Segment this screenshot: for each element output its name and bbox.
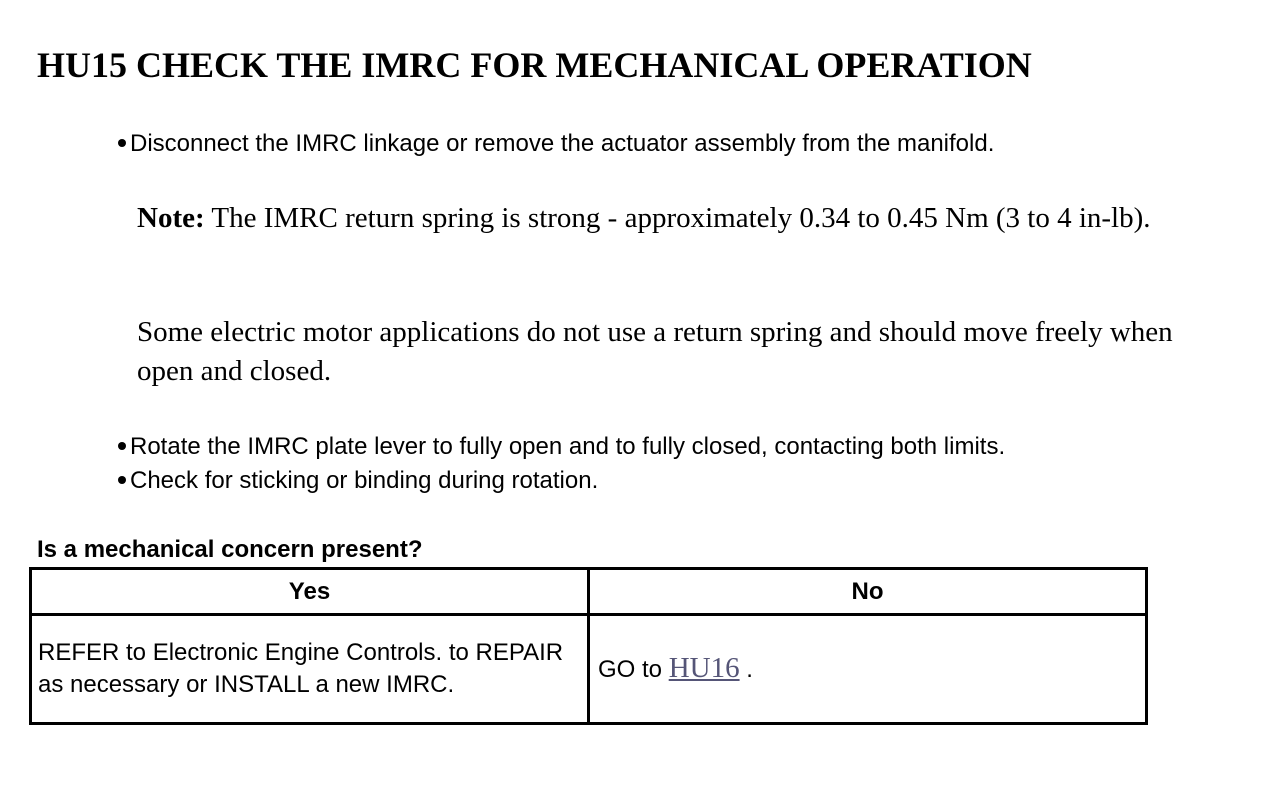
bullet-text: Check for sticking or binding during rotation. [130,467,599,494]
no-cell-prefix: GO to [598,656,669,683]
question-heading: Is a mechanical concern present? [37,536,423,563]
bullet-item [118,433,1005,461]
bullet-item [118,130,994,158]
no-cell [589,615,1147,724]
table-row [31,615,1147,724]
bullet-text: Disconnect the IMRC linkage or remove the actuator assembly from the manifold. [130,130,995,157]
answer-table [29,567,1148,725]
page-title: HU15 CHECK THE IMRC FOR MECHANICAL OPERATION [37,45,1032,85]
bullet-text: Rotate the IMRC plate lever to fully open and to fully closed, contacting both limits. [130,433,1006,460]
hu16-link[interactable]: HU16 [668,652,740,684]
note-paragraph [137,199,1227,238]
note-text: The IMRC return spring is strong - approximately 0.34 to 0.45 Nm (3 to 4 in-lb). [204,202,1151,234]
bullet-dot-icon [118,476,126,484]
note-label: Note: [137,202,205,234]
table-header-row [31,569,1147,615]
column-header-no: No [589,569,1147,615]
column-header-yes: Yes [31,569,589,615]
bullet-item [118,467,598,495]
note-paragraph-secondary: Some electric motor applications do not use a return spring and should move freely when open and closed. [137,316,1173,387]
bullet-dot-icon [118,139,126,147]
bullet-dot-icon [118,442,126,450]
no-cell-suffix: . [739,656,753,683]
yes-cell: REFER to Electronic Engine Controls. to REPAIR as necessary or INSTALL a new IMRC. [31,615,589,724]
